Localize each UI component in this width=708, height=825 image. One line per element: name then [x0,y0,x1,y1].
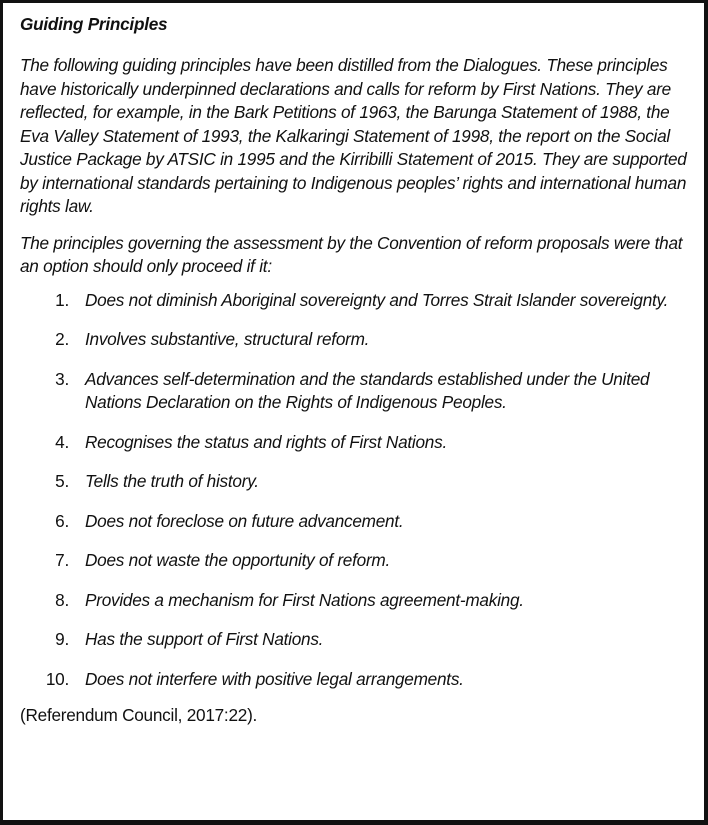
principle-item [20,328,690,352]
principle-text: Provides a mechanism for First Nations agreement-making. [85,589,524,610]
principle-number: 6. [55,510,69,531]
principle-text: Does not foreclose on future advancement. [85,510,404,531]
principle-number: 3. [55,368,69,389]
principle-number: 7. [55,550,69,570]
principle-item [20,510,690,534]
principle-number: 4. [55,431,69,452]
principle-item [20,628,690,652]
citation: (Referendum Council, 2017:22). [20,705,258,725]
principle-text: Does not diminish Aboriginal sovereignty and Torres Strait Islander sovereignty. [85,289,669,310]
principle-number: 1. [55,289,69,310]
principle-text: Involves substantive, structural reform. [85,329,370,349]
principle-item [20,668,690,692]
principle-number: 5. [55,471,69,491]
principle-item [20,549,690,573]
principle-text: Tells the truth of history. [85,471,259,491]
principle-text: Has the support of First Nations. [85,629,324,649]
principle-item [20,470,690,494]
principle-item [20,289,690,313]
principle-text: Does not interfere with positive legal arrangements. [85,668,464,689]
principle-text: Advances self-determination and the standards established under the United Nations Declaration on the Rights of Indigenous Peoples. [85,368,650,412]
principle-text: Does not waste the opportunity of reform. [85,550,391,570]
principle-item [20,431,690,455]
document-content [20,11,690,745]
principle-number: 10. [45,668,69,689]
principle-item [20,589,690,613]
lead-paragraph: The principles governing the assessment by the Convention of reform proposals were that an option should only proceed if it: [20,232,683,276]
intro-paragraph: The following guiding principles have been distilled from the Dialogues. These principles have historically underpinned declarations and calls for reform by First Nations. They are reflected, for example, in the Bark Petitions of 1963, the Barunga Statement of 1988, the Eva Valley Statement of 1993, the Kalkaringi Statement of 1998, the report on the Social Justice Package by ATSIC in 1995 and the Kirribilli Statement of 2015. They are supported by international standards pertaining to Indigenous peoples’ rights and international human rights law. [20,55,687,216]
principle-number: 2. [55,329,69,349]
principles-list [20,289,690,692]
principle-number: 9. [55,629,69,649]
principle-number: 8. [55,589,69,610]
principle-item [20,368,690,415]
principle-text: Recognises the status and rights of First Nations. [85,431,447,452]
section-heading: Guiding Principles [20,14,168,34]
